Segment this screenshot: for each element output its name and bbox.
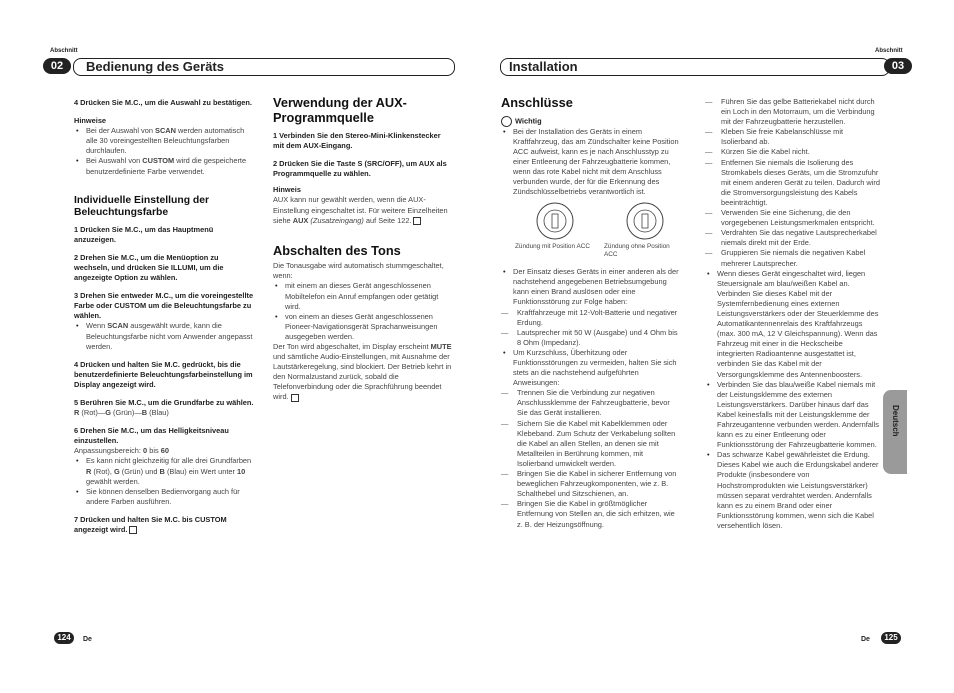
important-bullet-2: • Der Einsatz dieses Geräts in einer anderen als der nachstehend angegebenen Betriebsumgebung kann einen Brand auslösen oder eine Funktionsstörung zur Folge haben: xyxy=(501,267,681,307)
section-title-bar-right xyxy=(500,58,890,76)
important-bullet-1: • Bei der Installation des Geräts in einem Kraftfahrzeug, das am Zündschalter keine Position ACC aufweist, kann es je nach Anschlusstyp zu einer Entleerung der Fahrzeugbatterie kommen, wenn das rote Kabel nicht mit dem Anschluss verbunden wurde, der für die Erkennung des Zündschlüsselbetriebs verantwortlich ist. xyxy=(501,127,681,198)
instr-dash-4: — Bringen Sie die Kabel in größtmöglicher Entfernung von Stellen an, die sich erhitzen, wie z. B. der Heizungsöffnung. xyxy=(501,499,681,529)
note-scan: • Bei der Auswahl von SCAN werden automatisch alle 30 voreingestellten Beleuchtungsfarben durchlaufen. xyxy=(74,126,254,156)
note-step-6-a: • Es kann nicht gleichzeitig für alle drei Grundfarben R (Rot), G (Grün) und B (Blau) ein Wert unter 10 gewählt werden. xyxy=(74,456,254,486)
mute-bullet-1: • mit einem an dieses Gerät angeschlossenen Mobiltelefon ein Anruf empfangen oder getätigt wird. xyxy=(273,281,453,311)
mute-intro: Die Tonausgabe wird automatisch stummgeschaltet, wenn: xyxy=(273,261,444,281)
note-step-3: • Wenn SCAN ausgewählt wurde, kann die Beleuchtungsfarbe nicht vom Anwender angepasst werden. xyxy=(74,321,254,351)
figure-caption-no-acc: Zündung ohne Position ACC xyxy=(604,243,670,259)
step-confirm: 4 Drücken Sie M.C., um die Auswahl zu bestätigen. xyxy=(74,98,252,107)
step-5: 5 Berühren Sie M.C., um die Grundfarbe zu wählen. xyxy=(74,397,254,407)
language-code-left: De xyxy=(83,636,92,643)
important-bullet-6: • Das schwarze Kabel gewährleistet die Erdung. Dieses Kabel wie auch die Erdungskabel anderer Produkte (insbesondere von Hochstromprodukten wie Leistungsverstärker) müssen separat verdrahtet werden. Andernfalls kann es zu einem Brand oder einer Funktionsstörung kommen, wenn sich die Kabel versehentlich lösen. xyxy=(705,450,880,531)
section-title-right: Installation xyxy=(509,59,578,74)
figure-caption-acc: Zündung mit Position ACC xyxy=(515,243,590,251)
section-number-right: 03 xyxy=(884,58,912,74)
aux-step-1: 1 Verbinden Sie den Stereo-Mini-Klinkenstecker mit dem AUX-Eingang. xyxy=(273,131,441,151)
subheading-custom-color: Individuelle Einstellung der Beleuchtungsfarbe xyxy=(74,194,210,218)
column-4 xyxy=(705,97,880,531)
instr-dash-9: — Verwenden Sie eine Sicherung, die den vorgegebenen Leistungsmerkmalen entspricht. xyxy=(705,208,880,228)
language-side-tab xyxy=(883,390,907,474)
section-title-left: Bedienung des Geräts xyxy=(86,59,224,74)
end-mark-icon xyxy=(129,526,137,534)
heading-connections: Anschlüsse xyxy=(501,95,573,110)
important-bullet-3: • Um Kurzschluss, Überhitzung oder Funktionsstörungen zu vermeiden, halten Sie sich stets an die nachstehend aufgeführten Anweisungen: xyxy=(501,348,681,388)
instr-dash-6: — Kleben Sie freie Kabelanschlüsse mit Isolierband ab. xyxy=(705,127,880,147)
hinweis-label: Hinweis xyxy=(273,185,301,195)
caution-icon xyxy=(501,116,512,127)
end-mark-icon xyxy=(291,394,299,402)
instr-dash-7: — Kürzen Sie die Kabel nicht. xyxy=(705,147,880,157)
ignition-figures xyxy=(501,197,681,259)
step-4: 4 Drücken und halten Sie M.C. gedrückt, bis die benutzerdefinierte Beleuchtungsfarbeinstellung im Display angezeigt wird. xyxy=(74,359,253,389)
page-number-left: 124 xyxy=(54,632,74,644)
page-number-right: 125 xyxy=(881,632,901,644)
heading-aux: Verwendung der AUX-Programmquelle xyxy=(273,95,407,125)
note-custom: • Bei Auswahl von CUSTOM wird die gespeicherte benutzerdefinierte Farbe verwendet. xyxy=(74,156,254,176)
instr-dash-5: — Führen Sie das gelbe Batteriekabel nicht durch ein Loch in den Motorraum, um die Verbindung mit der Fahrzeugbatterie herzustellen. xyxy=(705,97,880,127)
section-title-bar-left xyxy=(73,58,455,76)
step-1: 1 Drücken Sie M.C., um das Hauptmenü anzuzeigen. xyxy=(74,224,214,244)
column-3 xyxy=(501,96,681,530)
language-code-right: De xyxy=(861,636,870,643)
language-tab-label: Deutsch xyxy=(891,405,900,437)
important-bullet-4: • Wenn dieses Gerät eingeschaltet wird, liegen Steuersignale am blau/weißen Kabel an. Verbinden Sie dieses Kabel mit der Systemfernbedienung eines externen Leistungsverstärkers oder der Steuerklemme des Automatikantennenrelais des Kraftfahrzeugs (max. 300 mA, 12 V Gleichspannung). Wenn das Fahrzeug mit einer in die Heckscheibe integrierten Radioantenne ausgestattet ist, verbinden Sie das Kabel mit der Versorgungsklemme des Antennenboosters. xyxy=(705,269,880,380)
end-mark-icon xyxy=(413,217,421,225)
section-number-left: 02 xyxy=(43,58,71,74)
ignition-acc-icon xyxy=(531,201,579,241)
hinweise-label: Hinweise xyxy=(74,116,107,126)
column-2 xyxy=(273,96,453,403)
mute-paragraph: Der Ton wird abgeschaltet, im Display erscheint MUTE und sämtliche Audio-Einstellungen, mit Ausnahme der Lautstärkeregelung, sind blockiert. Der Betrieb kehrt in den Normalzustand zurück, sobald die Telefonverbindung oder die Sprachführung beendet wird. xyxy=(273,342,452,402)
instr-dash-1: — Trennen Sie die Verbindung zur negativen Anschlussklemme der Fahrzeugbatterie, bevor Sie das Gerät installieren. xyxy=(501,388,681,418)
wichtig-label: Wichtig xyxy=(501,116,681,127)
section-label-left: Abschnitt xyxy=(50,48,78,54)
step-6-range: Anpassungsbereich: 0 bis 60 xyxy=(74,446,169,456)
section-label-right: Abschnitt xyxy=(875,48,903,54)
aux-step-2: 2 Drücken Sie die Taste S (SRC/OFF), um AUX als Programmquelle zu wählen. xyxy=(273,159,447,179)
instr-dash-2: — Sichern Sie die Kabel mit Kabelklemmen oder Klebeband. Zum Schutz der Verkabelung sollten die Kabel an allen Stellen, an denen sie mit Metallteilen in Berührung kommen, mit Isolierband umwickelt werden. xyxy=(501,419,681,469)
instr-dash-11: — Gruppieren Sie niemals die negativen Kabel mehrerer Lautsprecher. xyxy=(705,248,880,268)
mute-bullet-2: • von einem an dieses Gerät angeschlossenen Pioneer-Navigationsgerät Sprachanweisungen ausgegeben werden. xyxy=(273,312,453,342)
note-step-6-b: • Sie können denselben Bedienvorgang auch für andere Farben ausführen. xyxy=(74,487,254,507)
instr-dash-8: — Entfernen Sie niemals die Isolierung des Stromkabels dieses Geräts, um die Stromzufuhr mit einem anderen Gerät zu teilen. Dadurch wird die Stromversorgungsleistung des Kabels beeinträchtigt. xyxy=(705,158,880,208)
step-3: 3 Drehen Sie entweder M.C., um die voreingestellte Farbe oder CUSTOM um die Beleuchtungsfarbe zu wählen. xyxy=(74,291,254,321)
step-2: 2 Drehen Sie M.C., um die Menüoption zu wechseln, und drücken Sie ILLUMI, um die angezeigte Option zu wählen. xyxy=(74,252,224,283)
instr-dash-10: — Verdrahten Sie das negative Lautsprecherkabel niemals direkt mit der Erde. xyxy=(705,228,880,248)
heading-mute: Abschalten des Tons xyxy=(273,242,401,258)
ignition-no-acc-icon xyxy=(621,201,669,241)
step-7: 7 Drücken und halten Sie M.C. bis CUSTOM angezeigt wird. xyxy=(74,514,227,534)
aux-note: AUX kann nur gewählt werden, wenn die AUX-Einstellung eingeschaltet ist. Für weitere Einzelheiten siehe AUX (Zusatzeingang) auf Seite 122. xyxy=(273,195,448,225)
env-dash-2: — Lautsprecher mit 50 W (Ausgabe) und 4 Ohm bis 8 Ohm (Impedanz). xyxy=(501,328,681,348)
instr-dash-3: — Bringen Sie die Kabel in sicherer Entfernung von beweglichen Fahrzeugkomponenten, wie z. B. Schalthebel und Sitzschienen, an. xyxy=(501,469,681,499)
important-bullet-5: • Verbinden Sie das blau/weiße Kabel niemals mit der Leistungsklemme des externen Leistungsverstärkers. Darüber hinaus darf das Kabel keinesfalls mit der Leistungsklemme der Fahrzeugantenne verbunden werden. Andernfalls kann es zu einer Entleerung oder Funktionsstörung der Fahrzeugbatterie kommen. xyxy=(705,380,880,451)
step-5-values: R (Rot)—G (Grün)—B (Blau) xyxy=(74,408,169,418)
env-dash-1: — Kraftfahrzeuge mit 12-Volt-Batterie und negativer Erdung. xyxy=(501,308,681,328)
column-1 xyxy=(74,98,254,535)
step-6: 6 Drehen Sie M.C., um das Helligkeitsniveau einzustellen. xyxy=(74,426,229,446)
